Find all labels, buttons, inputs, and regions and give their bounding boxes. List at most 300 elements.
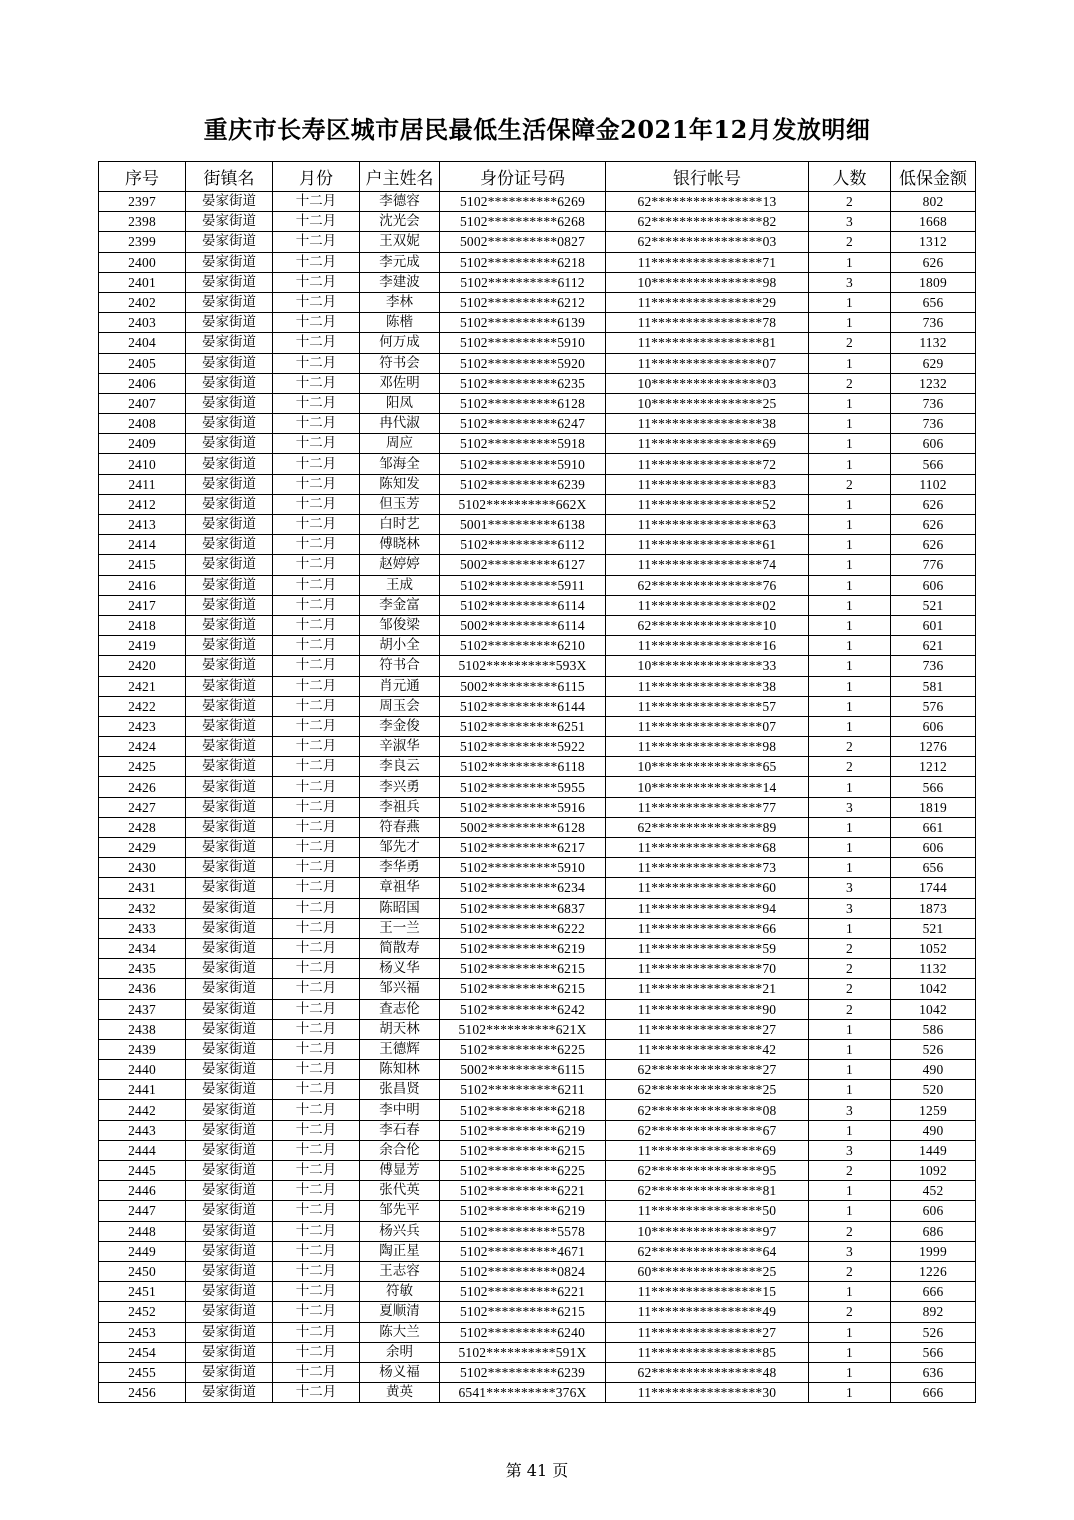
cell-amount: 626 (891, 515, 976, 535)
cell-street: 晏家街道 (186, 555, 273, 575)
cell-bank-account: 11****************90 (606, 999, 809, 1019)
cell-bank-account: 62****************13 (606, 192, 809, 212)
cell-amount: 1212 (891, 757, 976, 777)
cell-id-number: 5102**********6239 (440, 474, 606, 494)
cell-amount: 736 (891, 393, 976, 413)
cell-householder: 邹先才 (360, 838, 440, 858)
cell-amount: 1132 (891, 333, 976, 353)
cell-people-count: 1 (809, 817, 891, 837)
cell-amount: 1102 (891, 474, 976, 494)
cell-serial: 2456 (99, 1383, 186, 1403)
cell-householder: 查志伦 (360, 999, 440, 1019)
cell-id-number: 5102**********6210 (440, 636, 606, 656)
cell-amount: 1668 (891, 212, 976, 232)
cell-bank-account: 11****************77 (606, 797, 809, 817)
cell-bank-account: 11****************60 (606, 878, 809, 898)
cell-id-number: 5102**********5918 (440, 434, 606, 454)
cell-householder: 李兴勇 (360, 777, 440, 797)
cell-amount: 1132 (891, 959, 976, 979)
cell-street: 晏家街道 (186, 373, 273, 393)
table-row (99, 1019, 976, 1039)
cell-householder: 李林 (360, 292, 440, 312)
cell-bank-account: 62****************76 (606, 575, 809, 595)
cell-bank-account: 62****************89 (606, 817, 809, 837)
cell-householder: 王一兰 (360, 918, 440, 938)
cell-bank-account: 11****************69 (606, 1140, 809, 1160)
cell-serial: 2450 (99, 1261, 186, 1281)
table-row (99, 1080, 976, 1100)
cell-people-count: 1 (809, 1322, 891, 1342)
table-row (99, 535, 976, 555)
cell-amount: 1092 (891, 1161, 976, 1181)
cell-serial: 2410 (99, 454, 186, 474)
cell-month: 十二月 (273, 696, 360, 716)
cell-householder: 符敏 (360, 1282, 440, 1302)
cell-people-count: 1 (809, 1383, 891, 1403)
cell-street: 晏家街道 (186, 1060, 273, 1080)
cell-month: 十二月 (273, 797, 360, 817)
cell-street: 晏家街道 (186, 353, 273, 373)
cell-month: 十二月 (273, 878, 360, 898)
cell-id-number: 5002**********6114 (440, 615, 606, 635)
cell-serial: 2419 (99, 636, 186, 656)
cell-people-count: 1 (809, 434, 891, 454)
cell-amount: 1042 (891, 979, 976, 999)
cell-street: 晏家街道 (186, 858, 273, 878)
table-row (99, 797, 976, 817)
cell-street: 晏家街道 (186, 595, 273, 615)
cell-householder: 但玉芳 (360, 494, 440, 514)
cell-bank-account: 62****************95 (606, 1161, 809, 1181)
table-row (99, 979, 976, 999)
cell-serial: 2423 (99, 716, 186, 736)
cell-id-number: 5102**********6269 (440, 192, 606, 212)
table-row (99, 918, 976, 938)
cell-people-count: 1 (809, 515, 891, 535)
cell-amount: 1232 (891, 373, 976, 393)
cell-bank-account: 10****************33 (606, 656, 809, 676)
cell-householder: 杨义华 (360, 959, 440, 979)
cell-month: 十二月 (273, 333, 360, 353)
cell-serial: 2436 (99, 979, 186, 999)
cell-street: 晏家街道 (186, 434, 273, 454)
cell-people-count: 2 (809, 938, 891, 958)
cell-amount: 626 (891, 535, 976, 555)
cell-people-count: 1 (809, 1120, 891, 1140)
cell-bank-account: 10****************98 (606, 272, 809, 292)
cell-id-number: 5102**********6112 (440, 272, 606, 292)
cell-people-count: 1 (809, 1201, 891, 1221)
cell-bank-account: 11****************94 (606, 898, 809, 918)
cell-month: 十二月 (273, 858, 360, 878)
cell-street: 晏家街道 (186, 1161, 273, 1181)
cell-serial: 2449 (99, 1241, 186, 1261)
cell-householder: 邹先平 (360, 1201, 440, 1221)
cell-month: 十二月 (273, 232, 360, 252)
table-row (99, 1362, 976, 1382)
cell-street: 晏家街道 (186, 1241, 273, 1261)
header-street: 街镇名 (186, 162, 273, 192)
cell-street: 晏家街道 (186, 737, 273, 757)
cell-id-number: 5102**********6218 (440, 252, 606, 272)
table-row (99, 212, 976, 232)
cell-street: 晏家街道 (186, 838, 273, 858)
cell-people-count: 1 (809, 696, 891, 716)
cell-bank-account: 62****************27 (606, 1060, 809, 1080)
cell-people-count: 1 (809, 535, 891, 555)
cell-people-count: 2 (809, 1161, 891, 1181)
cell-bank-account: 11****************85 (606, 1342, 809, 1362)
cell-month: 十二月 (273, 535, 360, 555)
cell-street: 晏家街道 (186, 777, 273, 797)
cell-amount: 606 (891, 716, 976, 736)
cell-month: 十二月 (273, 434, 360, 454)
cell-people-count: 2 (809, 474, 891, 494)
cell-street: 晏家街道 (186, 1140, 273, 1160)
cell-bank-account: 11****************02 (606, 595, 809, 615)
cell-people-count: 2 (809, 979, 891, 999)
cell-bank-account: 10****************14 (606, 777, 809, 797)
cell-serial: 2411 (99, 474, 186, 494)
cell-people-count: 3 (809, 272, 891, 292)
cell-street: 晏家街道 (186, 999, 273, 1019)
cell-householder: 陈昭国 (360, 898, 440, 918)
table-row (99, 393, 976, 413)
cell-people-count: 3 (809, 1140, 891, 1160)
table-row (99, 494, 976, 514)
cell-street: 晏家街道 (186, 1362, 273, 1382)
cell-householder: 章祖华 (360, 878, 440, 898)
cell-id-number: 5102**********5910 (440, 454, 606, 474)
cell-serial: 2443 (99, 1120, 186, 1140)
cell-amount: 629 (891, 353, 976, 373)
cell-bank-account: 11****************81 (606, 333, 809, 353)
cell-people-count: 1 (809, 353, 891, 373)
cell-month: 十二月 (273, 454, 360, 474)
cell-bank-account: 11****************27 (606, 1019, 809, 1039)
table-row (99, 959, 976, 979)
cell-people-count: 1 (809, 777, 891, 797)
cell-month: 十二月 (273, 1080, 360, 1100)
header-serial: 序号 (99, 162, 186, 192)
cell-bank-account: 11****************72 (606, 454, 809, 474)
cell-amount: 661 (891, 817, 976, 837)
cell-month: 十二月 (273, 373, 360, 393)
cell-street: 晏家街道 (186, 232, 273, 252)
cell-bank-account: 11****************07 (606, 353, 809, 373)
cell-serial: 2414 (99, 535, 186, 555)
table-row (99, 737, 976, 757)
cell-bank-account: 11****************57 (606, 696, 809, 716)
cell-serial: 2448 (99, 1221, 186, 1241)
cell-householder: 李元成 (360, 252, 440, 272)
cell-householder: 李良云 (360, 757, 440, 777)
cell-street: 晏家街道 (186, 313, 273, 333)
cell-householder: 陶正星 (360, 1241, 440, 1261)
cell-id-number: 5102**********6268 (440, 212, 606, 232)
table-row (99, 878, 976, 898)
cell-serial: 2429 (99, 838, 186, 858)
table-row (99, 1282, 976, 1302)
cell-id-number: 5102**********5916 (440, 797, 606, 817)
table-row (99, 1181, 976, 1201)
table-row (99, 676, 976, 696)
table-row (99, 232, 976, 252)
cell-amount: 636 (891, 1362, 976, 1382)
table-row (99, 414, 976, 434)
cell-street: 晏家街道 (186, 494, 273, 514)
cell-street: 晏家街道 (186, 515, 273, 535)
header-id-number: 身份证号码 (440, 162, 606, 192)
cell-people-count: 1 (809, 313, 891, 333)
cell-serial: 2454 (99, 1342, 186, 1362)
cell-bank-account: 11****************71 (606, 252, 809, 272)
cell-month: 十二月 (273, 1241, 360, 1261)
cell-month: 十二月 (273, 252, 360, 272)
table-row (99, 1100, 976, 1120)
table-row (99, 1140, 976, 1160)
cell-id-number: 5102**********5578 (440, 1221, 606, 1241)
cell-bank-account: 11****************66 (606, 918, 809, 938)
cell-bank-account: 11****************21 (606, 979, 809, 999)
cell-bank-account: 11****************78 (606, 313, 809, 333)
cell-id-number: 5102**********6139 (440, 313, 606, 333)
cell-id-number: 5102**********5955 (440, 777, 606, 797)
header-bank-account: 银行帐号 (606, 162, 809, 192)
cell-month: 十二月 (273, 494, 360, 514)
cell-bank-account: 11****************38 (606, 676, 809, 696)
cell-id-number: 5102**********621X (440, 1019, 606, 1039)
cell-householder: 杨义福 (360, 1362, 440, 1382)
cell-householder: 沈光会 (360, 212, 440, 232)
cell-serial: 2439 (99, 1039, 186, 1059)
cell-people-count: 2 (809, 999, 891, 1019)
cell-householder: 黄英 (360, 1383, 440, 1403)
cell-people-count: 1 (809, 1060, 891, 1080)
cell-serial: 2431 (99, 878, 186, 898)
cell-serial: 2444 (99, 1140, 186, 1160)
cell-month: 十二月 (273, 838, 360, 858)
cell-bank-account: 11****************30 (606, 1383, 809, 1403)
cell-bank-account: 62****************67 (606, 1120, 809, 1140)
cell-id-number: 5102**********6212 (440, 292, 606, 312)
table-row (99, 292, 976, 312)
cell-serial: 2397 (99, 192, 186, 212)
cell-street: 晏家街道 (186, 333, 273, 353)
cell-month: 十二月 (273, 353, 360, 373)
cell-month: 十二月 (273, 1322, 360, 1342)
cell-people-count: 1 (809, 858, 891, 878)
cell-month: 十二月 (273, 313, 360, 333)
table-row (99, 1161, 976, 1181)
cell-serial: 2440 (99, 1060, 186, 1080)
cell-people-count: 3 (809, 1241, 891, 1261)
table-row (99, 595, 976, 615)
cell-bank-account: 62****************64 (606, 1241, 809, 1261)
cell-id-number: 5002**********6127 (440, 555, 606, 575)
cell-people-count: 1 (809, 1019, 891, 1039)
cell-street: 晏家街道 (186, 1039, 273, 1059)
cell-amount: 566 (891, 1342, 976, 1362)
cell-householder: 王成 (360, 575, 440, 595)
cell-bank-account: 11****************49 (606, 1302, 809, 1322)
cell-householder: 傅显芳 (360, 1161, 440, 1181)
cell-amount: 626 (891, 494, 976, 514)
cell-amount: 686 (891, 1221, 976, 1241)
cell-street: 晏家街道 (186, 393, 273, 413)
cell-month: 十二月 (273, 938, 360, 958)
table-row (99, 192, 976, 212)
cell-householder: 余合伦 (360, 1140, 440, 1160)
cell-householder: 邹兴福 (360, 979, 440, 999)
cell-people-count: 1 (809, 838, 891, 858)
cell-people-count: 1 (809, 1039, 891, 1059)
cell-month: 十二月 (273, 918, 360, 938)
cell-id-number: 5102**********6112 (440, 535, 606, 555)
cell-street: 晏家街道 (186, 716, 273, 736)
cell-serial: 2422 (99, 696, 186, 716)
cell-serial: 2438 (99, 1019, 186, 1039)
cell-amount: 736 (891, 656, 976, 676)
cell-street: 晏家街道 (186, 1201, 273, 1221)
cell-people-count: 1 (809, 252, 891, 272)
table-row (99, 1120, 976, 1140)
cell-people-count: 3 (809, 898, 891, 918)
cell-street: 晏家街道 (186, 575, 273, 595)
cell-street: 晏家街道 (186, 959, 273, 979)
table-row (99, 252, 976, 272)
cell-amount: 1042 (891, 999, 976, 1019)
cell-month: 十二月 (273, 1140, 360, 1160)
cell-people-count: 2 (809, 959, 891, 979)
table-row (99, 777, 976, 797)
table-row (99, 454, 976, 474)
cell-serial: 2408 (99, 414, 186, 434)
cell-month: 十二月 (273, 898, 360, 918)
cell-street: 晏家街道 (186, 1342, 273, 1362)
table-row (99, 353, 976, 373)
cell-month: 十二月 (273, 414, 360, 434)
cell-id-number: 5102**********6215 (440, 1140, 606, 1160)
cell-serial: 2430 (99, 858, 186, 878)
table-row (99, 1241, 976, 1261)
cell-street: 晏家街道 (186, 535, 273, 555)
cell-householder: 余明 (360, 1342, 440, 1362)
cell-householder: 李祖兵 (360, 797, 440, 817)
cell-householder: 李建波 (360, 272, 440, 292)
cell-householder: 邹俊梁 (360, 615, 440, 635)
cell-street: 晏家街道 (186, 817, 273, 837)
cell-people-count: 1 (809, 676, 891, 696)
cell-serial: 2400 (99, 252, 186, 272)
table-row (99, 555, 976, 575)
cell-id-number: 5102**********6215 (440, 1302, 606, 1322)
cell-bank-account: 11****************63 (606, 515, 809, 535)
cell-people-count: 2 (809, 1302, 891, 1322)
cell-amount: 566 (891, 777, 976, 797)
benefit-table (98, 161, 976, 1403)
table-row (99, 757, 976, 777)
cell-householder: 邓佐明 (360, 373, 440, 393)
cell-street: 晏家街道 (186, 1100, 273, 1120)
cell-amount: 1809 (891, 272, 976, 292)
cell-serial: 2412 (99, 494, 186, 514)
cell-serial: 2424 (99, 737, 186, 757)
cell-householder: 傅晓林 (360, 535, 440, 555)
cell-street: 晏家街道 (186, 1322, 273, 1342)
cell-amount: 526 (891, 1039, 976, 1059)
cell-month: 十二月 (273, 1302, 360, 1322)
cell-id-number: 5102**********6235 (440, 373, 606, 393)
page-title: 重庆市长寿区城市居民最低生活保障金2021年12月发放明细 (203, 115, 871, 144)
cell-serial: 2441 (99, 1080, 186, 1100)
cell-serial: 2402 (99, 292, 186, 312)
cell-householder: 胡小全 (360, 636, 440, 656)
cell-amount: 520 (891, 1080, 976, 1100)
cell-amount: 601 (891, 615, 976, 635)
cell-street: 晏家街道 (186, 1019, 273, 1039)
cell-month: 十二月 (273, 1181, 360, 1201)
cell-street: 晏家街道 (186, 676, 273, 696)
cell-people-count: 2 (809, 232, 891, 252)
header-month: 月份 (273, 162, 360, 192)
cell-serial: 2427 (99, 797, 186, 817)
table-row (99, 838, 976, 858)
cell-month: 十二月 (273, 1161, 360, 1181)
cell-people-count: 1 (809, 414, 891, 434)
cell-id-number: 5102**********6219 (440, 1120, 606, 1140)
table-row (99, 434, 976, 454)
cell-street: 晏家街道 (186, 797, 273, 817)
cell-people-count: 2 (809, 192, 891, 212)
cell-id-number: 5002**********6128 (440, 817, 606, 837)
cell-amount: 776 (891, 555, 976, 575)
cell-serial: 2409 (99, 434, 186, 454)
cell-householder: 王双妮 (360, 232, 440, 252)
cell-month: 十二月 (273, 1342, 360, 1362)
cell-amount: 490 (891, 1060, 976, 1080)
cell-serial: 2405 (99, 353, 186, 373)
cell-month: 十二月 (273, 1201, 360, 1221)
cell-people-count: 1 (809, 1282, 891, 1302)
cell-amount: 621 (891, 636, 976, 656)
cell-id-number: 5102**********0824 (440, 1261, 606, 1281)
cell-id-number: 5102**********6215 (440, 959, 606, 979)
cell-month: 十二月 (273, 676, 360, 696)
cell-street: 晏家街道 (186, 414, 273, 434)
cell-bank-account: 62****************25 (606, 1080, 809, 1100)
cell-id-number: 5102**********5922 (440, 737, 606, 757)
cell-month: 十二月 (273, 393, 360, 413)
cell-street: 晏家街道 (186, 656, 273, 676)
cell-serial: 2437 (99, 999, 186, 1019)
cell-id-number: 5102**********591X (440, 1342, 606, 1362)
cell-bank-account: 11****************16 (606, 636, 809, 656)
cell-people-count: 1 (809, 918, 891, 938)
cell-id-number: 5102**********6251 (440, 716, 606, 736)
cell-people-count: 3 (809, 212, 891, 232)
cell-id-number: 5102**********6240 (440, 1322, 606, 1342)
cell-amount: 452 (891, 1181, 976, 1201)
cell-bank-account: 10****************65 (606, 757, 809, 777)
table-row (99, 1060, 976, 1080)
cell-amount: 656 (891, 292, 976, 312)
header-people-count: 人数 (809, 162, 891, 192)
cell-serial: 2455 (99, 1362, 186, 1382)
cell-bank-account: 11****************68 (606, 838, 809, 858)
cell-amount: 566 (891, 454, 976, 474)
cell-month: 十二月 (273, 1060, 360, 1080)
